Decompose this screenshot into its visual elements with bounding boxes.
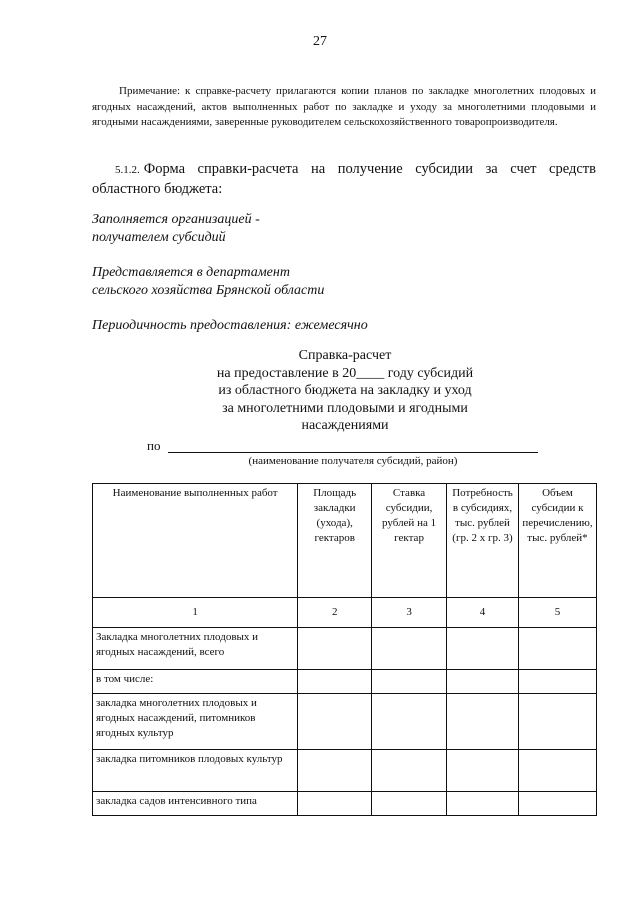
form-title-line: Справка-расчет — [298, 348, 392, 363]
filled-by-line-1: Заполняется организацией - — [92, 212, 260, 227]
row-label: в том числе: — [93, 670, 298, 694]
section-text: Форма справки-расчета на получение субсидии за счет средств областного бюджета: — [92, 161, 596, 197]
section-heading — [92, 160, 596, 199]
section-number: 5.1.2. — [115, 164, 140, 176]
empty-cell — [298, 694, 372, 750]
table-row — [93, 750, 597, 792]
subsidy-table — [92, 483, 597, 816]
recipient-prefix: по — [147, 438, 161, 453]
table-row — [93, 670, 597, 694]
recipient-blank-line — [168, 452, 538, 453]
column-number-row — [93, 598, 597, 628]
header-cell: Потребность в субсидиях, тыс. рублей (гр. 2 х гр. 3) — [447, 484, 519, 598]
form-title-line: насаждениями — [301, 418, 389, 433]
row-label: закладка садов интенсивного типа — [93, 792, 298, 816]
header-cell: Площадь закладки (ухода), гектаров — [298, 484, 372, 598]
form-title-line: за многолетними плодовыми и ягодными — [222, 400, 468, 416]
empty-cell — [298, 628, 372, 670]
column-number: 5 — [518, 598, 596, 628]
recipient-caption: (наименование получателя субсидий, район) — [248, 455, 458, 467]
form-title-line: из областного бюджета на закладку и уход — [218, 383, 472, 398]
periodicity-line: Периодичность предоставления: ежемесячно — [92, 318, 368, 333]
empty-cell — [298, 750, 372, 792]
table-row — [93, 792, 597, 816]
submitted-to-line-2: сельского хозяйства Брянской области — [92, 283, 325, 298]
empty-cell — [447, 628, 519, 670]
column-number: 1 — [93, 598, 298, 628]
empty-cell — [372, 792, 447, 816]
header-cell: Объем субсидии к перечислению, тыс. рублей* — [518, 484, 596, 598]
empty-cell — [372, 750, 447, 792]
table-header-row — [93, 484, 597, 598]
note-paragraph — [92, 84, 596, 131]
header-cell: Наименование выполненных работ — [93, 484, 298, 598]
page-number: 27 — [313, 34, 327, 49]
empty-cell — [518, 750, 596, 792]
empty-cell — [372, 670, 447, 694]
submitted-to-line-1: Представляется в департамент — [92, 265, 290, 280]
note-text: Примечание: к справке-расчету прилагаются копии планов по закладке многолетних плодовых и ягодных насаждений, актов выполненных работ по закладке и уходу за многолетними плодовыми и ягодными насаждениями, заверенные руководителем сельскохозяйственного товаропроизводителя. — [92, 85, 596, 128]
row-label: закладка питомников плодовых культур — [93, 750, 298, 792]
column-number: 3 — [372, 598, 447, 628]
empty-cell — [447, 750, 519, 792]
row-label: Закладка многолетних плодовых и ягодных насаждений, всего — [93, 628, 298, 670]
empty-cell — [518, 670, 596, 694]
empty-cell — [447, 670, 519, 694]
empty-cell — [372, 628, 447, 670]
empty-cell — [298, 792, 372, 816]
column-number: 2 — [298, 598, 372, 628]
empty-cell — [518, 694, 596, 750]
empty-cell — [518, 628, 596, 670]
form-title-line: на предоставление в 20____ году субсидий — [216, 365, 474, 381]
row-label: закладка многолетних плодовых и ягодных насаждений, питомников ягодных культур — [93, 694, 298, 750]
table-row — [93, 694, 597, 750]
column-number: 4 — [447, 598, 519, 628]
filled-by-line-2: получателем субсидий — [92, 230, 226, 245]
header-cell: Ставка субсидии, рублей на 1 гектар — [372, 484, 447, 598]
empty-cell — [372, 694, 447, 750]
form-title — [150, 347, 540, 435]
empty-cell — [518, 792, 596, 816]
table-row — [93, 628, 597, 670]
empty-cell — [447, 792, 519, 816]
empty-cell — [298, 670, 372, 694]
empty-cell — [447, 694, 519, 750]
